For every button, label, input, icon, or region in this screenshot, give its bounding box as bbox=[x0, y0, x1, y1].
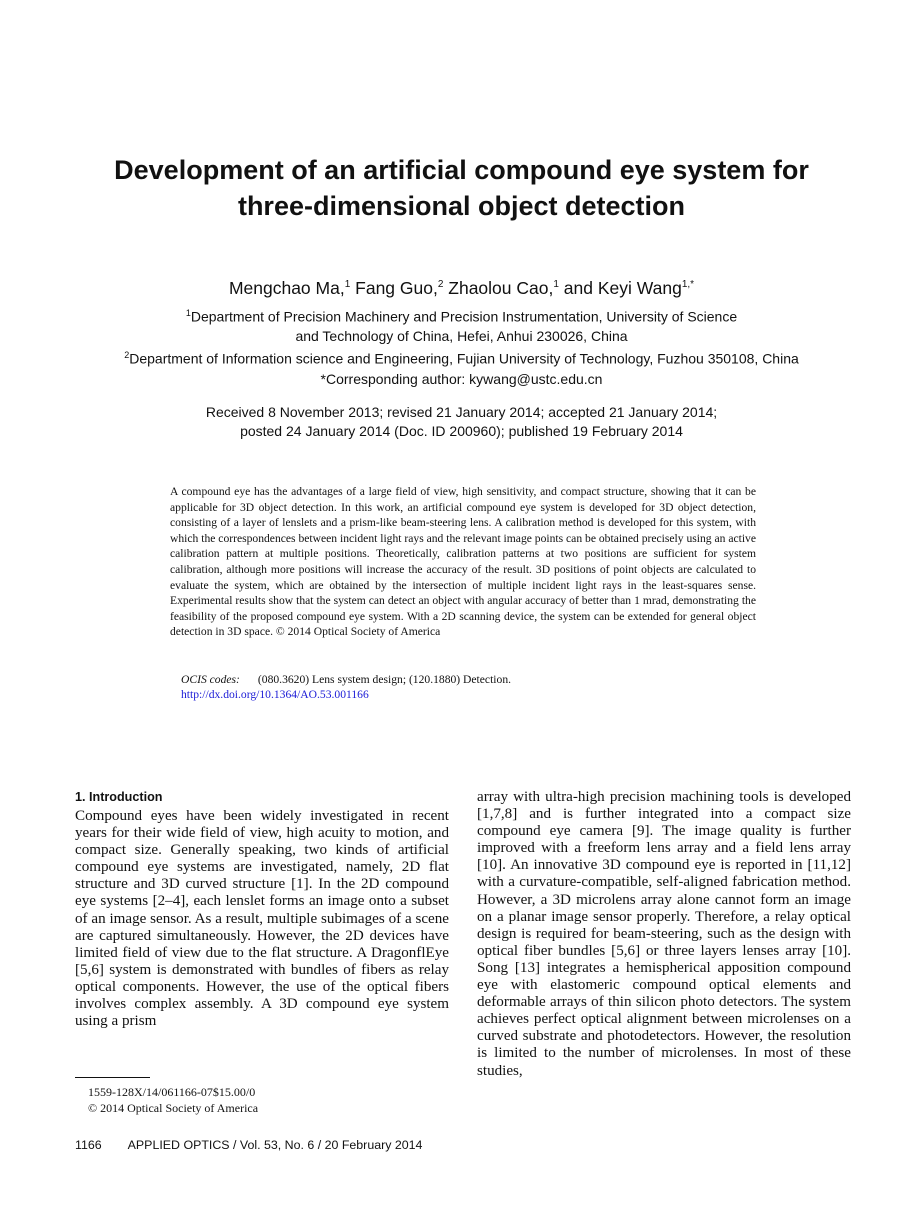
author-name: Mengchao Ma, bbox=[228, 277, 345, 298]
author-name: Fang Guo, bbox=[355, 277, 438, 298]
ocis-codes bbox=[181, 672, 511, 688]
paper-title bbox=[60, 152, 863, 224]
intro-paragraph-left: Compound eyes have been widely investigated in recent years for their wide field of view, high acuity to motion, and compact size. Generally speaking, two kinds of artificial compound eye systems are investigated, namely, 2D flat structure and 3D curved structure [1]. In the 2D compound eye systems [2–4], each lenslet forms an image onto a subset of an image sensor. As a result, multiple subimages of a scene are captured simultaneously. However, the 2D devices have limited field of view due to the flat structure. A DragonflEye [5,6] system is demonstrated with bundles of fibers as relay optical components. However, the use of the optical fibers involves complex assembly. A 3D compound eye system using a prism bbox=[75, 808, 449, 1030]
page-footer bbox=[75, 1138, 422, 1152]
corresponding-author: *Corresponding author: kywang@ustc.edu.cn bbox=[320, 371, 603, 387]
affiliation-2-line-1: Department of Information science and Engineering, Fujian University of Technology, Fuzhou 350108, China bbox=[129, 350, 799, 367]
doi-link[interactable]: http://dx.doi.org/10.1364/AO.53.001166 bbox=[181, 688, 369, 701]
affiliation-2-mark: 2 bbox=[124, 350, 130, 360]
affiliation-1 bbox=[60, 304, 863, 346]
footnote-rule bbox=[75, 1077, 150, 1078]
author-affiliation-mark: 1 bbox=[344, 279, 351, 290]
footnote-issn: 1559-128X/14/061166-07$15.00/0 bbox=[88, 1085, 256, 1099]
author-affiliation-mark: 2 bbox=[437, 279, 444, 290]
footnote bbox=[88, 1085, 258, 1116]
title-line-1: Development of an artificial compound eye system for bbox=[114, 155, 809, 185]
page-number: 1166 bbox=[75, 1138, 102, 1152]
ocis-label: OCIS codes: bbox=[181, 673, 240, 686]
left-column bbox=[75, 787, 449, 1030]
affiliation-1-line-1: Department of Precision Machinery and Precision Instrumentation, University of Science bbox=[190, 308, 738, 325]
dates-line-2: posted 24 January 2014 (Doc. ID 200960); published 19 February 2014 bbox=[240, 423, 683, 439]
affiliation-2 bbox=[60, 346, 863, 369]
intro-paragraph-right: array with ultra-high precision machining tools is developed [1,7,8] and is further integrated into a compact size compound eye camera [9]. The image quality is further improved with a freeform lens array and a field lens array [10]. An innovative 3D compound eye is reported in [11,12] with a curvature-compatible, self-aligned fabrication method. However, a 3D microlens array alone cannot form an image on a planar image sensor properly. Therefore, a relay optical design is required for beam-steering, such as the design with optical fiber bundles [5,6] or three layers lenses array [10]. Song [13] integrates a hemispherical apposition compound eye with elastomeric compound optical elements and deformable arrays of thin silicon photo detectors. The system achieves perfect optical alignment between microlenses on a curved substrate and photodetectors. However, the resolution is limited to the number of microlenses. In most of these studies, bbox=[477, 789, 851, 1079]
affiliation-1-line-2: and Technology of China, Hefei, Anhui 230026, China bbox=[295, 327, 628, 344]
publication-dates bbox=[60, 403, 863, 441]
dates-line-1: Received 8 November 2013; revised 21 January 2014; accepted 21 January 2014; bbox=[205, 404, 718, 420]
ocis-values: (080.3620) Lens system design; (120.1880) Detection. bbox=[257, 673, 512, 686]
author-list bbox=[60, 273, 863, 300]
abstract: A compound eye has the advantages of a large field of view, high sensitivity, and compact structure, showing that it can be applicable for 3D object detection. In this work, an artificial compound eye system is developed for 3D object detection, consisting of a layer of lenslets and a prism-like beam-steering lens. A calibration method is developed for this system, with which the correspondences between incident light rays and the relevant image points can be obtained precisely using an active calibration pattern at multiple positions. Theoretically, calibration patterns at two positions are sufficient for system calibration, although more positions will increase the accuracy of the result. 3D positions of point objects are calculated to evaluate the system, which are obtained by the intersection of multiple incident light rays in the least-squares sense. Experimental results show that the system can detect an object with angular accuracy of better than 1 mrad, demonstrating the feasibility of the proposed compound eye system. With a 2D scanning device, the system can be extended for general object detection in 3D space. © 2014 Optical Society of America bbox=[170, 485, 756, 639]
section-heading: 1. Introduction bbox=[75, 790, 163, 804]
affiliation-1-mark: 1 bbox=[185, 308, 191, 318]
right-column bbox=[477, 789, 851, 1080]
author-affiliation-mark: 1 bbox=[553, 279, 559, 290]
footnote-copyright: © 2014 Optical Society of America bbox=[88, 1100, 259, 1115]
title-line-2: three-dimensional object detection bbox=[237, 191, 686, 221]
author-affiliation-mark: 1,* bbox=[681, 279, 695, 290]
author-name: Zhaolou Cao, bbox=[448, 277, 554, 298]
author-name: and Keyi Wang bbox=[563, 277, 682, 298]
journal-info: APPLIED OPTICS / Vol. 53, No. 6 / 20 February 2014 bbox=[127, 1138, 423, 1152]
